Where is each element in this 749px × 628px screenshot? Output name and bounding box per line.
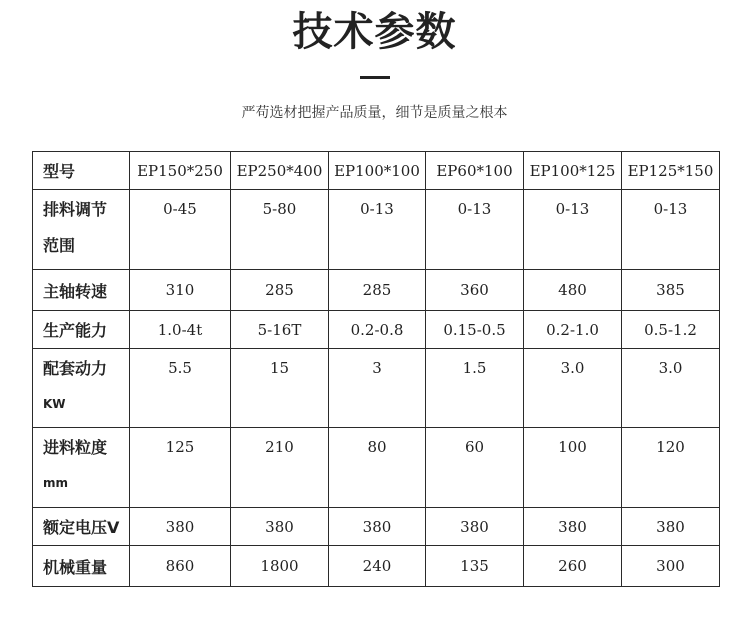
- table-cell: 15: [231, 349, 329, 428]
- table-cell: 380: [231, 508, 329, 546]
- table-row: [33, 311, 720, 349]
- model-header-cell: EP100*125: [524, 152, 622, 190]
- table-cell: 210: [231, 428, 329, 508]
- table-cell: 135: [426, 546, 524, 587]
- row-label: 主轴转速: [33, 270, 130, 311]
- table-cell: 310: [130, 270, 231, 311]
- table-cell: 0-13: [329, 190, 426, 270]
- table-cell: 380: [622, 508, 720, 546]
- row-label-text-2: 范围: [43, 236, 76, 255]
- row-label-text: 排料调节: [43, 200, 108, 219]
- table-cell: 100: [524, 428, 622, 508]
- table-cell: 60: [426, 428, 524, 508]
- row-label-unit: mm: [43, 476, 69, 490]
- table-cell: 285: [231, 270, 329, 311]
- table-cell: 860: [130, 546, 231, 587]
- table-cell: 5.5: [130, 349, 231, 428]
- row-label: [33, 428, 130, 508]
- row-label-text: 配套动力: [43, 359, 108, 378]
- spec-table: [32, 151, 720, 587]
- table-row: [33, 508, 720, 546]
- table-cell: 0.15-0.5: [426, 311, 524, 349]
- row-label-text: 进料粒度: [43, 438, 108, 457]
- table-cell: 300: [622, 546, 720, 587]
- model-header-cell: EP60*100: [426, 152, 524, 190]
- row-label: 生产能力: [33, 311, 130, 349]
- table-cell: 480: [524, 270, 622, 311]
- table-cell: 0.2-1.0: [524, 311, 622, 349]
- row-label: [33, 190, 130, 270]
- header-cell-model: 型号: [33, 152, 130, 190]
- table-row: [33, 546, 720, 587]
- table-cell: 5-16T: [231, 311, 329, 349]
- table-row: [33, 270, 720, 311]
- table-cell: 3.0: [524, 349, 622, 428]
- table-cell: 3.0: [622, 349, 720, 428]
- table-cell: 380: [329, 508, 426, 546]
- table-cell: 0.2-0.8: [329, 311, 426, 349]
- title-underline: [360, 76, 390, 79]
- row-label-unit: KW: [43, 397, 66, 411]
- table-cell: 240: [329, 546, 426, 587]
- page-subtitle: 严苟选材把握产品质量，细节是质量之根本: [241, 105, 508, 121]
- table-cell: 1.0-4t: [130, 311, 231, 349]
- table-row: [33, 349, 720, 428]
- table-header-row: [33, 152, 720, 190]
- model-header-cell: EP250*400: [231, 152, 329, 190]
- model-header-cell: EP100*100: [329, 152, 426, 190]
- table-cell: 0-45: [130, 190, 231, 270]
- table-cell: 380: [130, 508, 231, 546]
- table-cell: 120: [622, 428, 720, 508]
- table-cell: 360: [426, 270, 524, 311]
- table-cell: 80: [329, 428, 426, 508]
- table-cell: 0-13: [426, 190, 524, 270]
- model-header-cell: EP150*250: [130, 152, 231, 190]
- table-cell: 260: [524, 546, 622, 587]
- table-cell: 1800: [231, 546, 329, 587]
- table-cell: 0-13: [622, 190, 720, 270]
- table-cell: 3: [329, 349, 426, 428]
- row-label: [33, 349, 130, 428]
- row-label: 额定电压V: [33, 508, 130, 546]
- table-cell: 380: [524, 508, 622, 546]
- table-cell: 125: [130, 428, 231, 508]
- table-cell: 385: [622, 270, 720, 311]
- table-row: [33, 190, 720, 270]
- table-cell: 380: [426, 508, 524, 546]
- page-title: 技术参数: [292, 9, 457, 55]
- table-cell: 1.5: [426, 349, 524, 428]
- table-row: [33, 428, 720, 508]
- table-cell: 0-13: [524, 190, 622, 270]
- table-cell: 285: [329, 270, 426, 311]
- table-cell: 0.5-1.2: [622, 311, 720, 349]
- table-cell: 5-80: [231, 190, 329, 270]
- row-label: 机械重量: [33, 546, 130, 587]
- model-header-cell: EP125*150: [622, 152, 720, 190]
